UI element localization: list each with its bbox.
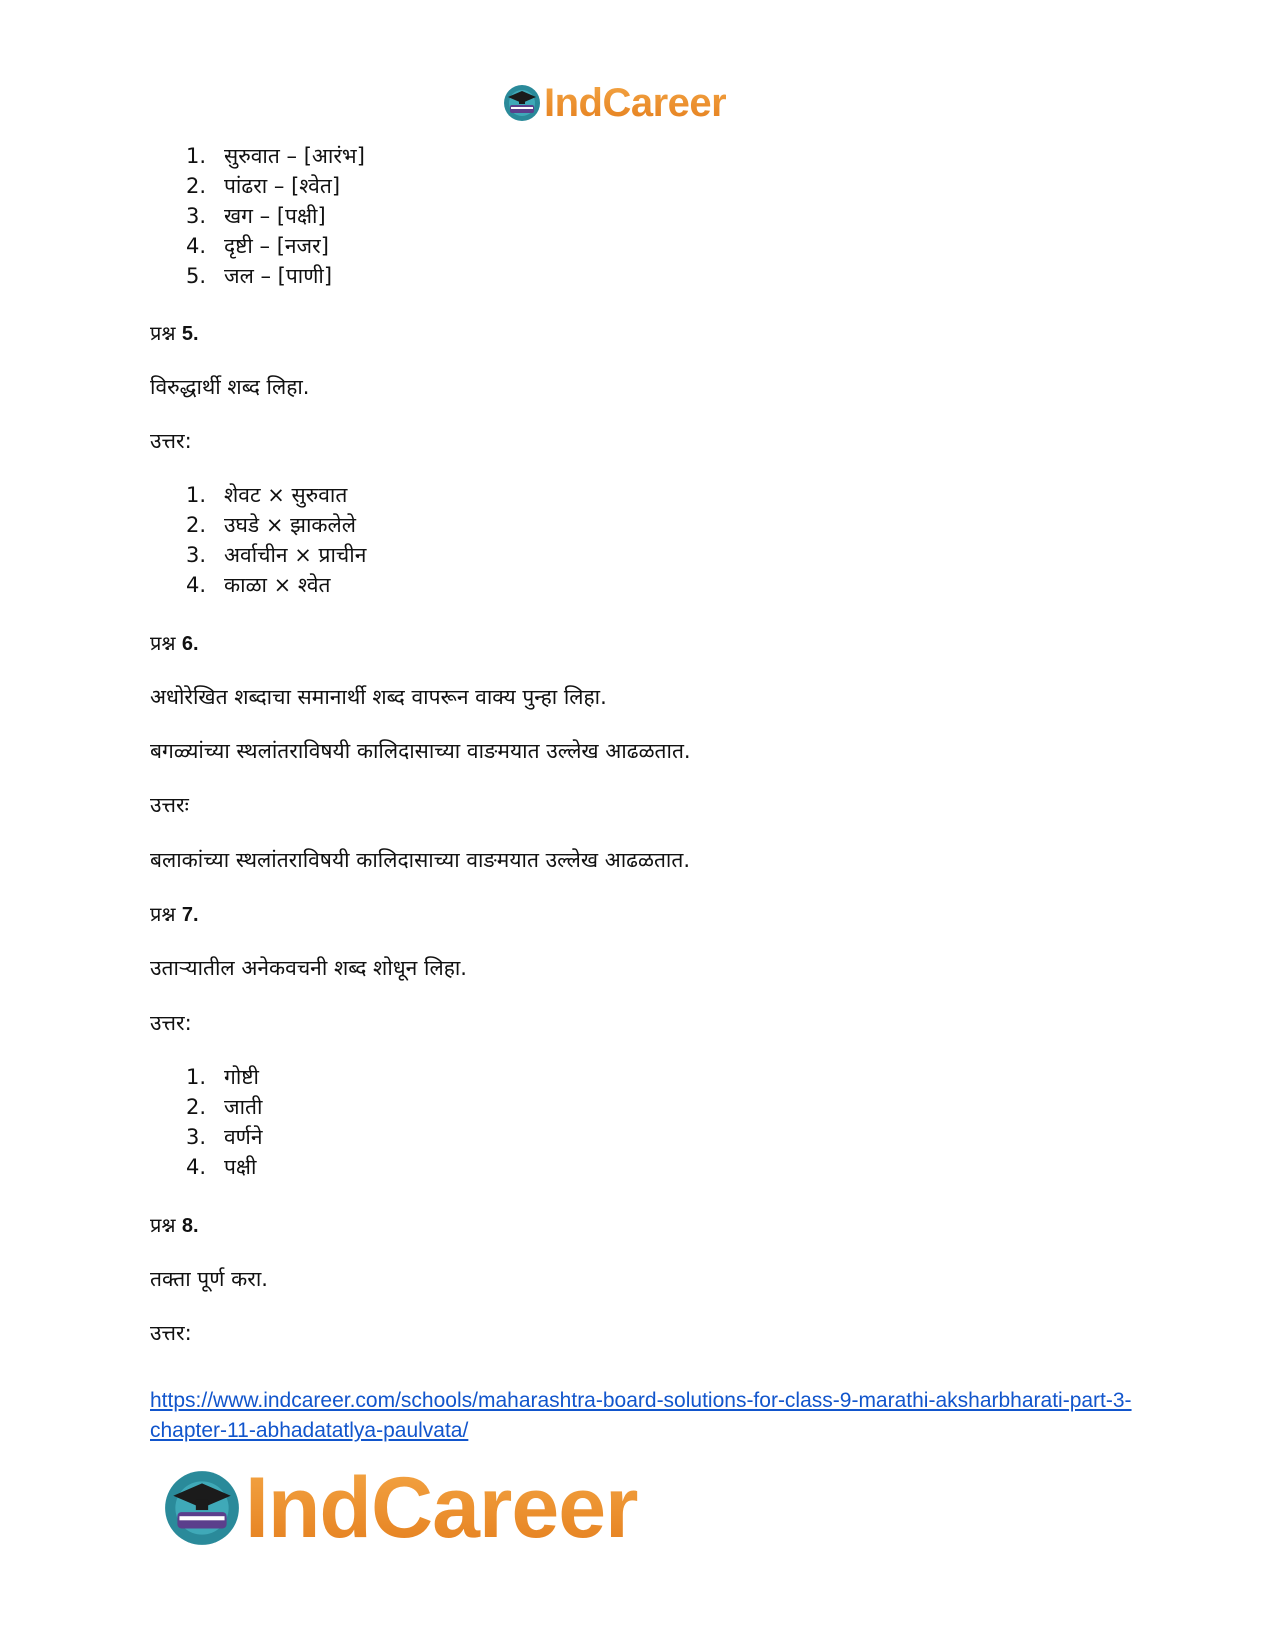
list-item: 1. गोष्टी — [186, 1065, 259, 1089]
header-logo — [502, 80, 726, 126]
list-item: 3. वर्णने — [186, 1125, 263, 1149]
footer-logo — [161, 1462, 638, 1554]
brand-name: IndCareer — [245, 1460, 638, 1556]
list-item: 4. काळा × श्वेत — [186, 573, 331, 597]
question-heading: प्रश्न 7. — [150, 902, 199, 926]
answer-text: बलाकांच्या स्थलांतराविषयी कालिदासाच्या वाङमयात उल्लेख आढळतात. — [150, 848, 690, 872]
graduation-cap-book-icon — [502, 83, 542, 123]
brand-name: IndCareer — [544, 81, 727, 125]
source-link[interactable]: https://www.indcareer.com/schools/maharashtra-board-solutions-for-class-9-marathi-aksharbharati-part-3-chapter-11-abhadatatlya-paulvata/ — [150, 1389, 1132, 1442]
list-item: 5. जल – [पाणी] — [186, 264, 333, 288]
antonym-list — [186, 480, 366, 600]
question-text: उताऱ्यातील अनेकवचनी शब्द शोधून लिहा. — [150, 956, 467, 980]
question-heading: प्रश्न 8. — [150, 1213, 199, 1237]
list-item: 1. सुरुवात – [आरंभ] — [186, 144, 365, 168]
plural-list — [186, 1062, 263, 1182]
list-item: 3. अर्वाचीन × प्राचीन — [186, 543, 367, 567]
graduation-cap-book-icon — [161, 1467, 243, 1549]
answer-label: उत्तर: — [150, 429, 192, 453]
question-heading: प्रश्न 5. — [150, 321, 199, 345]
list-item: 3. खग – [पक्षी] — [186, 204, 326, 228]
answer-label: उत्तर: — [150, 1321, 192, 1345]
question-heading: प्रश्न 6. — [150, 631, 199, 655]
synonym-list — [186, 141, 365, 291]
question-text: अधोरेखित शब्दाचा समानार्थी शब्द वापरून वाक्य पुन्हा लिहा. — [150, 685, 607, 709]
answer-label: उत्तरः — [150, 793, 189, 817]
list-item: 2. जाती — [186, 1095, 263, 1119]
list-item: 2. उघडे × झाकलेले — [186, 513, 357, 537]
list-item: 4. पक्षी — [186, 1155, 257, 1179]
list-item: 2. पांढरा – [श्वेत] — [186, 174, 341, 198]
list-item: 1. शेवट × सुरुवात — [186, 483, 348, 507]
question-sentence: बगळ्यांच्या स्थलांतराविषयी कालिदासाच्या वाङमयात उल्लेख आढळतात. — [150, 739, 691, 763]
question-text: तक्ता पूर्ण करा. — [150, 1267, 268, 1291]
answer-label: उत्तर: — [150, 1011, 192, 1035]
list-item: 4. दृष्टी – [नजर] — [186, 234, 329, 258]
question-text: विरुद्धार्थी शब्द लिहा. — [150, 375, 310, 399]
